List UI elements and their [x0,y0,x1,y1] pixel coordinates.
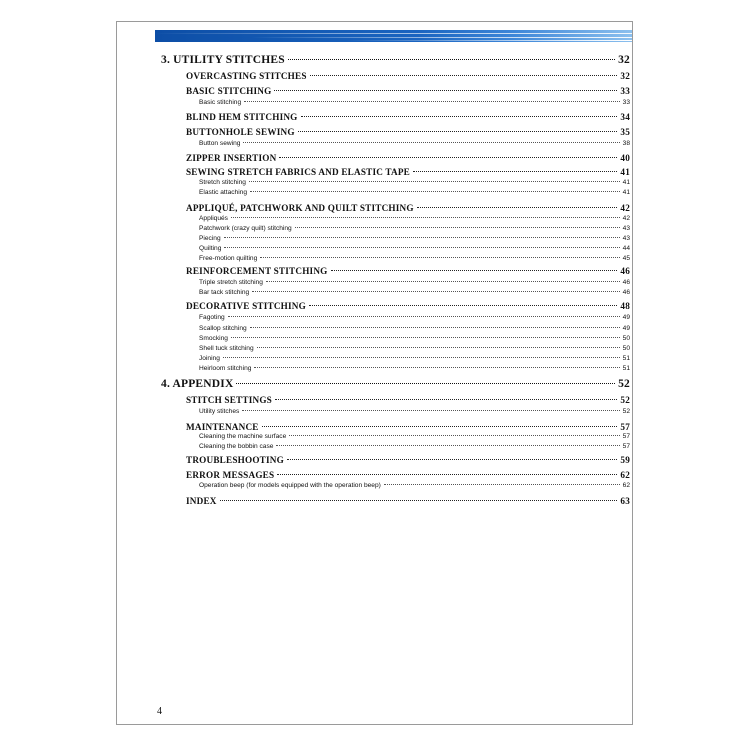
toc-entry-page: 43 [622,225,630,232]
toc-entry-sub[interactable] [199,314,630,321]
toc-entry-page: 35 [620,127,630,137]
dot-leader [288,59,615,60]
toc-entry-title: OVERCASTING STITCHES [186,71,307,81]
toc-entry-page: 59 [620,455,630,465]
dot-leader [309,305,617,306]
dot-leader [224,237,620,238]
toc-entry-title: BLIND HEM STITCHING [186,112,298,122]
toc-entry-sec[interactable] [186,203,630,213]
dot-leader [295,227,620,228]
toc-entry-page: 42 [620,203,630,213]
toc-entry-title: Triple stretch stitching [199,279,263,286]
toc-entry-sec[interactable] [186,167,630,177]
dot-leader [262,426,618,427]
toc-entry-sub[interactable] [199,482,630,489]
toc-entry-chap[interactable] [161,54,630,66]
dot-leader [260,257,619,258]
table-of-contents [117,22,632,724]
toc-entry-sub[interactable] [199,99,630,106]
dot-leader [298,131,618,132]
toc-entry-sub[interactable] [199,433,630,440]
toc-entry-page: 57 [622,443,630,450]
document-page [116,21,633,725]
toc-entry-title: Basic stitching [199,99,242,106]
dot-leader [417,207,618,208]
toc-entry-sec[interactable] [186,127,630,137]
toc-entry-page: 38 [622,140,630,147]
dot-leader [257,347,620,348]
toc-entry-page: 32 [618,54,630,66]
toc-entry-page: 32 [620,71,630,81]
toc-entry-title: 4. APPENDIX [161,378,234,390]
toc-entry-sec[interactable] [186,496,630,506]
toc-entry-title: Bar tack stitching [199,289,250,296]
toc-entry-sub[interactable] [199,279,630,286]
toc-entry-page: 40 [620,153,630,163]
dot-leader [231,337,620,338]
toc-entry-sub[interactable] [199,179,630,186]
dot-leader [244,101,620,102]
toc-entry-page: 33 [622,99,630,106]
dot-leader [236,383,615,384]
toc-entry-title: Elastic attaching [199,189,248,196]
dot-leader [413,171,617,172]
toc-entry-title: ERROR MESSAGES [186,470,275,480]
toc-entry-title: Stretch stitching [199,179,246,186]
toc-entry-title: Patchwork (crazy quilt) stitching [199,225,292,232]
toc-entry-sub[interactable] [199,255,630,262]
toc-entry-title: DECORATIVE STITCHING [186,301,306,311]
toc-entry-title: Smocking [199,335,228,342]
toc-entry-page: 62 [622,482,630,489]
toc-entry-page: 51 [622,355,630,362]
dot-leader [228,316,620,317]
toc-entry-page: 57 [622,433,630,440]
toc-entry-title: Free-motion quilting [199,255,258,262]
toc-entry-title: APPLIQUÉ, PATCHWORK AND QUILT STITCHING [186,203,414,213]
toc-entry-sub[interactable] [199,189,630,196]
toc-entry-page: 63 [620,496,630,506]
toc-entry-chap[interactable] [161,378,630,390]
toc-entry-page: 46 [622,289,630,296]
toc-entry-title: Piecing [199,235,221,242]
dot-leader [274,90,617,91]
toc-entry-title: Quilting [199,245,222,252]
dot-leader [223,357,620,358]
toc-entry-page: 52 [622,408,630,415]
toc-entry-page: 52 [620,395,630,405]
dot-leader [231,217,620,218]
toc-entry-page: 44 [622,245,630,252]
toc-entry-title: Operation beep (for models equipped with the operation beep) [199,482,381,489]
toc-entry-title: Shell tuck stitching [199,345,254,352]
toc-entry-page: 45 [622,255,630,262]
toc-entry-sub[interactable] [199,408,630,415]
toc-entry-page: 43 [622,235,630,242]
dot-leader [287,459,617,460]
toc-entry-page: 46 [620,266,630,276]
toc-entry-title: INDEX [186,496,217,506]
toc-entry-page: 62 [620,470,630,480]
toc-entry-sec[interactable] [186,470,630,480]
toc-entry-sub[interactable] [199,365,630,372]
toc-entry-page: 46 [622,279,630,286]
dot-leader [254,367,619,368]
toc-entry-sub[interactable] [199,215,630,222]
toc-entry-title: Cleaning the bobbin case [199,443,274,450]
dot-leader [242,410,619,411]
toc-entry-page: 49 [622,314,630,321]
dot-leader [384,484,620,485]
toc-entry-sec[interactable] [186,266,630,276]
dot-leader [277,474,617,475]
dot-leader [279,157,617,158]
toc-entry-sec[interactable] [186,455,630,465]
dot-leader [301,116,618,117]
toc-entry-sub[interactable] [199,345,630,352]
toc-entry-page: 51 [622,365,630,372]
toc-entry-title: Button sewing [199,140,241,147]
toc-entry-page: 50 [622,335,630,342]
toc-entry-title: Scallop stitching [199,325,247,332]
toc-entry-sub[interactable] [199,335,630,342]
toc-entry-page: 52 [618,378,630,390]
toc-entry-page: 49 [622,325,630,332]
toc-entry-sec[interactable] [186,301,630,311]
toc-entry-title: 3. UTILITY STITCHES [161,54,285,66]
toc-entry-sub[interactable] [199,245,630,252]
dot-leader [331,270,618,271]
toc-entry-page: 57 [620,422,630,432]
dot-leader [250,327,620,328]
toc-entry-page: 42 [622,215,630,222]
toc-entry-page: 48 [620,301,630,311]
dot-leader [289,435,619,436]
toc-entry-title: ZIPPER INSERTION [186,153,277,163]
toc-entry-title: TROUBLESHOOTING [186,455,284,465]
dot-leader [249,181,620,182]
toc-entry-sub[interactable] [199,325,630,332]
dot-leader [266,281,620,282]
toc-entry-title: Joining [199,355,220,362]
toc-entry-page: 33 [620,86,630,96]
toc-entry-title: BASIC STITCHING [186,86,272,96]
dot-leader [310,75,618,76]
toc-entry-page: 41 [622,189,630,196]
dot-leader [250,191,620,192]
toc-entry-title: Heirloom stitching [199,365,252,372]
toc-entry-page: 41 [622,179,630,186]
toc-entry-sub[interactable] [199,443,630,450]
toc-entry-sec[interactable] [186,86,630,96]
toc-entry-page: 34 [620,112,630,122]
toc-entry-sec[interactable] [186,395,630,405]
page-number: 4 [157,706,162,717]
dot-leader [276,445,619,446]
toc-entry-title: Cleaning the machine surface [199,433,287,440]
dot-leader [224,247,619,248]
toc-entry-page: 41 [620,167,630,177]
toc-entry-title: BUTTONHOLE SEWING [186,127,295,137]
toc-entry-sub[interactable] [199,235,630,242]
toc-entry-title: MAINTENANCE [186,422,259,432]
toc-entry-sec[interactable] [186,71,630,81]
toc-entry-sub[interactable] [199,289,630,296]
toc-entry-sec[interactable] [186,112,630,122]
dot-leader [243,142,619,143]
toc-entry-sub[interactable] [199,225,630,232]
toc-entry-title: STITCH SETTINGS [186,395,272,405]
toc-entry-sec[interactable] [186,422,630,432]
toc-entry-title: Utility stitches [199,408,240,415]
dot-leader [220,500,618,501]
toc-entry-title: REINFORCEMENT STITCHING [186,266,328,276]
toc-entry-sec[interactable] [186,153,630,163]
toc-entry-sub[interactable] [199,355,630,362]
dot-leader [275,399,617,400]
toc-entry-title: Appliqués [199,215,228,222]
toc-entry-sub[interactable] [199,140,630,147]
toc-entry-page: 50 [622,345,630,352]
toc-entry-title: Fagoting [199,314,225,321]
dot-leader [252,291,619,292]
toc-entry-title: SEWING STRETCH FABRICS AND ELASTIC TAPE [186,167,411,177]
